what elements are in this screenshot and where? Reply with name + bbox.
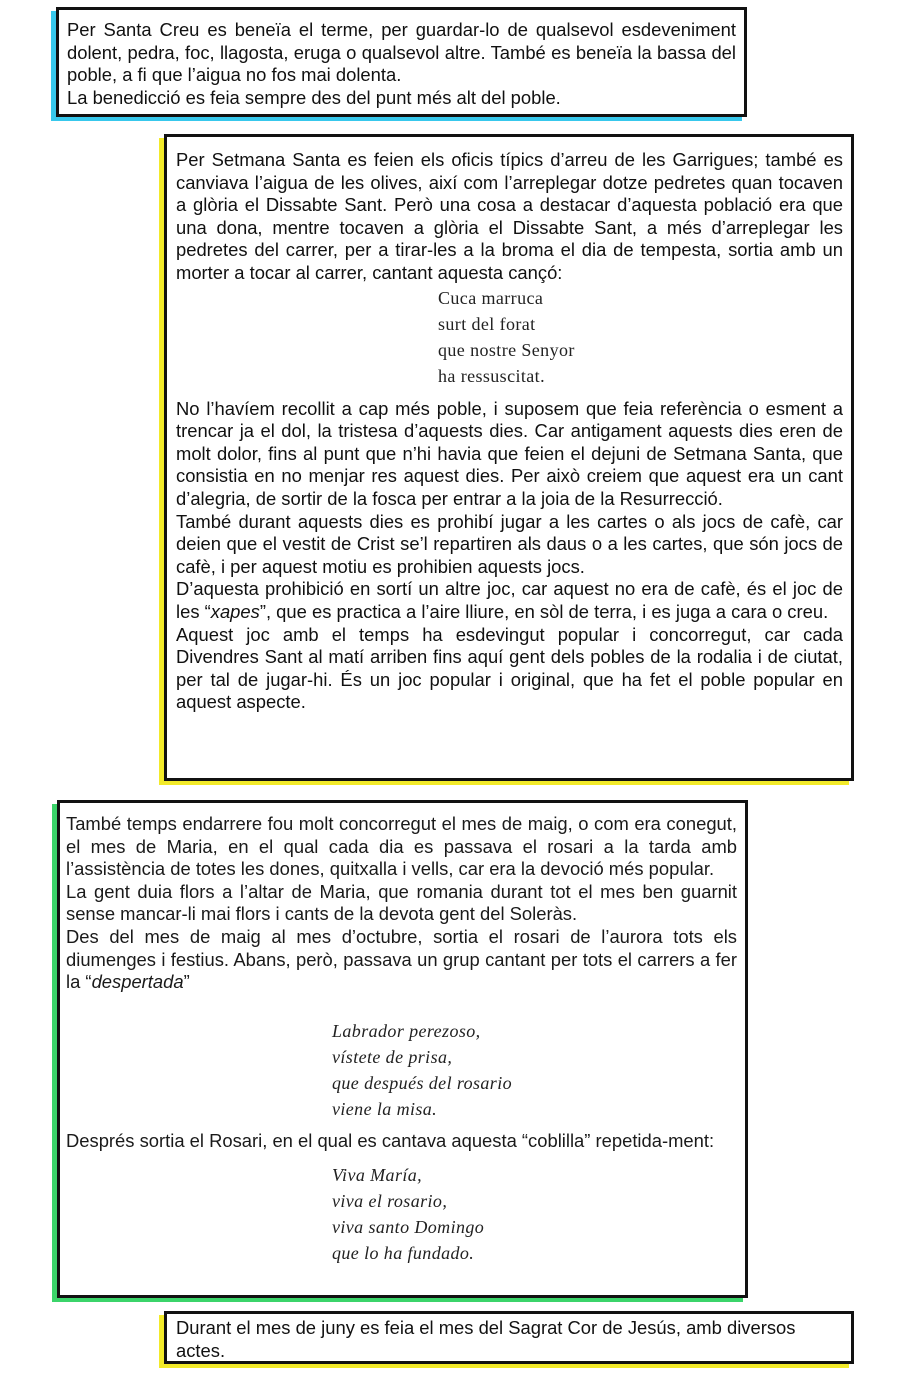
santa-creu-text	[67, 19, 736, 109]
verse-line: surt del forat	[438, 313, 536, 334]
setmana-santa-box	[164, 134, 854, 781]
paragraph: Per Santa Creu es beneïa el terme, per guardar-lo de qualsevol esdeveniment dolent, pedra, foc, llagosta, eruga o qualsevol altre. També es beneïa la bassa del poble, a fi que l’aigua no fos mai dolenta.	[67, 19, 736, 86]
verse-line: viene la misa.	[332, 1098, 438, 1119]
verse-line: ha ressuscitat.	[438, 365, 545, 386]
verse-line: que nostre Senyor	[438, 339, 575, 360]
song-cuca-marruca	[438, 285, 843, 389]
setmana-santa-text	[176, 149, 843, 285]
song-labrador-perezoso	[332, 1018, 737, 1122]
mes-de-maig-text	[66, 813, 737, 994]
text-run: ”, que es practica a l’aire lliure, en sòl de terra, i es juga a cara o creu.	[259, 600, 829, 622]
paragraph	[66, 926, 737, 994]
paragraph: Aquest joc amb el temps ha esdevingut popular i concorregut, car cada Divendres Sant al matí arriben fins aquí gent dels pobles de la rodalia i de ciutat, per tal de jugar-hi. És un joc popular i original, que ha fet el poble popular en aquest aspecte.	[176, 623, 843, 713]
paragraph: També durant aquests dies es prohibí jugar a les cartes o als jocs de cafè, car deien que el vestit de Crist se’l repartiren als daus o a les cartes, que són jocs de cafè, i per aquest motiu es prohibien aquests jocs.	[176, 510, 843, 577]
paragraph: La gent duia flors a l’altar de Maria, que romania durant tot el mes ben guarnit sense mancar-li mai flors i cants de la devota gent del Soleràs.	[66, 880, 737, 925]
verse-line: viva el rosario,	[332, 1191, 448, 1212]
text-run: Des del mes de maig al mes d’octubre, sortia el rosari de l’aurora tots els diumenges i festius. Abans, però, passava un grup cantant per tots el carrers a fer la “	[66, 925, 737, 993]
mes-de-juny-box	[164, 1311, 854, 1364]
setmana-santa-text-2	[176, 398, 843, 714]
paragraph: Després sortia el Rosari, en el qual es cantava aquesta “coblilla” repetida-ment:	[66, 1129, 715, 1151]
santa-creu-box	[56, 7, 747, 117]
paragraph: Durant el mes de juny es feia el mes del Sagrat Cor de Jesús, amb diversos actes.	[176, 1317, 796, 1361]
text-run: D’aquesta prohibició en sortí un altre joc, car aquest no era de cafè, és el joc de les “	[176, 578, 843, 622]
paragraph: La benedicció es feia sempre des del punt més alt del poble.	[67, 86, 561, 108]
emphasis: xapes	[210, 600, 260, 622]
verse-line: Labrador perezoso,	[332, 1020, 481, 1041]
paragraph: Per Setmana Santa es feien els oficis típics d’arreu de les Garrigues; també es canviava l’aigua de les olives, així com l’arreplegar dotze pedretes quan tocaven a glòria el Dissabte Sant. Però una cosa a destacar d’aquesta població era que una dona, mentre tocaven a glòria el Dissabte Sant, a més d’arreplegar les pedretes del carrer, per a tirar-les a la broma el dia de tempesta, sortia amb un morter a tocar al carrer, cantant aquesta cançó:	[176, 149, 843, 283]
verse-line: viva santo Domingo	[332, 1217, 485, 1238]
verse-line: vístete de prisa,	[332, 1046, 453, 1067]
mes-de-maig-box	[57, 800, 748, 1298]
song-viva-maria	[332, 1162, 737, 1266]
verse-line: que después del rosario	[332, 1072, 513, 1093]
verse-line: Viva María,	[332, 1165, 423, 1186]
emphasis: despertada	[91, 971, 184, 993]
text-run: ”	[183, 971, 190, 993]
mes-de-juny-text	[176, 1317, 843, 1362]
verse-line: que lo ha fundado.	[332, 1243, 475, 1264]
paragraph	[176, 578, 843, 623]
verse-line: Cuca marruca	[438, 287, 544, 308]
paragraph: També temps endarrere fou molt concorregut el mes de maig, o com era conegut, el mes de Maria, en el qual cada dia es passava el rosari a la tarda amb l’assistència de totes les dones, quitxalla i vells, car era la devoció més popular.	[66, 813, 737, 880]
paragraph: No l’havíem recollit a cap més poble, i suposem que feia referència o esment a trencar ja el dol, la tristesa d’aquests dies. Car antigament aquests dies eren de molt dolor, fins al punt que n’hi havia que feien el dejuni de Setmana Santa, que consistia en no menjar res aquest dies. Per això creiem que aquest era un cant d’alegria, de sortir de la fosca per entrar a la joia de la Resurrecció.	[176, 397, 843, 509]
rosari-text	[66, 1130, 737, 1153]
